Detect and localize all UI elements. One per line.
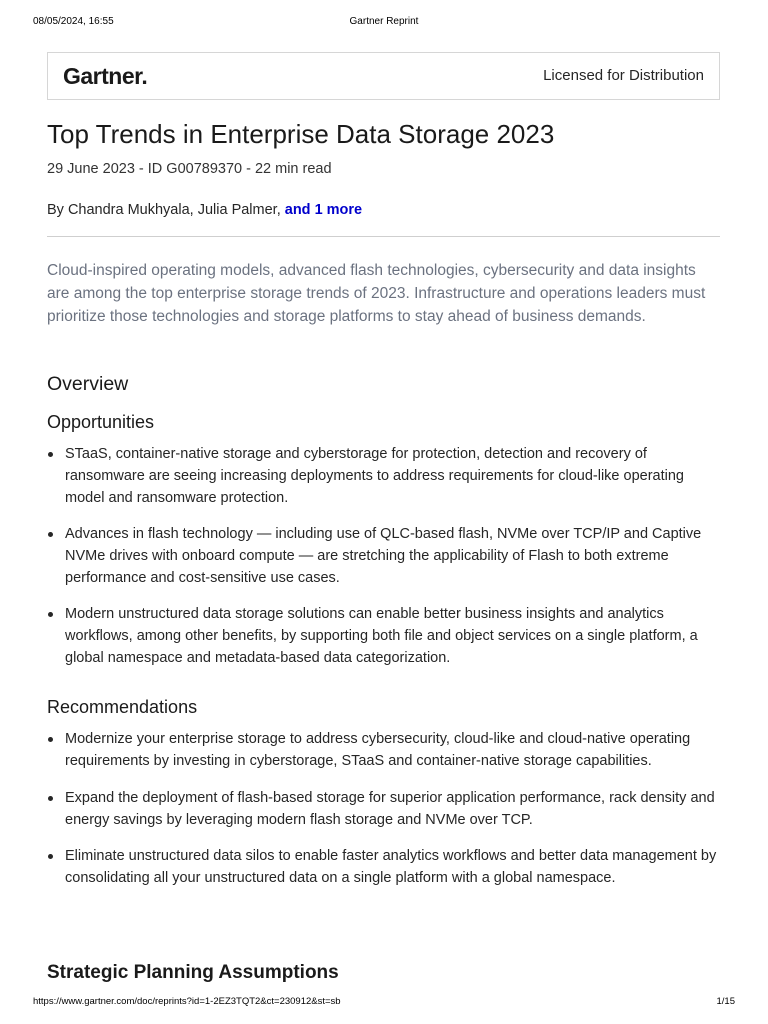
document-meta: 29 June 2023 - ID G00789370 - 22 min read bbox=[47, 161, 332, 177]
list-item: Modern unstructured data storage solutions can enable better business insights and analytics workflows, among other benefits, by supporting both file and object services on a single platform, a global namespace and metadata-based data categorization. bbox=[47, 603, 720, 669]
bullet-icon bbox=[48, 612, 53, 617]
more-authors-link[interactable]: and 1 more bbox=[284, 202, 363, 218]
opportunities-heading: Opportunities bbox=[47, 412, 155, 432]
print-title: Gartner Reprint bbox=[349, 16, 419, 27]
bullet-icon bbox=[48, 452, 53, 457]
list-item: Eliminate unstructured data silos to enable faster analytics workflows and better data management by consolidating all your unstructured data on a single platform with a global namespace. bbox=[47, 845, 720, 889]
document-title: Top Trends in Enterprise Data Storage 2023 bbox=[47, 119, 555, 149]
page-number: 1/15 bbox=[716, 996, 735, 1007]
print-header bbox=[33, 16, 735, 30]
bullet-icon bbox=[48, 532, 53, 537]
print-url: https://www.gartner.com/doc/reprints?id=1-2EZ3TQT2&ct=230912&st=sb bbox=[33, 996, 341, 1007]
print-date: 08/05/2024, 16:55 bbox=[33, 16, 114, 27]
license-label: Licensed for Distribution bbox=[543, 67, 704, 84]
opportunities-list bbox=[47, 443, 720, 669]
strategic-heading: Strategic Planning Assumptions bbox=[47, 962, 339, 983]
authors-line bbox=[47, 202, 362, 218]
recommendations-list bbox=[47, 728, 720, 889]
list-item: Expand the deployment of flash-based storage for superior application performance, rack density and energy savings by leveraging modern flash storage and NVMe over TCP. bbox=[47, 787, 720, 831]
header-banner bbox=[47, 52, 720, 100]
list-item: Modernize your enterprise storage to address cybersecurity, cloud-like and cloud-native operating requirements by investing in cyberstorage, STaaS and container-native storage capabilities. bbox=[47, 728, 720, 772]
recommendations-heading: Recommendations bbox=[47, 697, 198, 717]
authors-names: By Chandra Mukhyala, Julia Palmer, bbox=[47, 202, 281, 218]
list-item: STaaS, container-native storage and cyberstorage for protection, detection and recovery of ransomware are seeing increasing deployments to address requirements for cloud-like operating model and ransomware protection. bbox=[47, 443, 720, 509]
logo-text: Gartner bbox=[63, 63, 142, 89]
bullet-icon bbox=[48, 854, 53, 859]
bullet-icon bbox=[48, 796, 53, 801]
overview-heading: Overview bbox=[47, 373, 129, 395]
divider bbox=[47, 236, 720, 237]
summary-paragraph: Cloud-inspired operating models, advanced flash technologies, cybersecurity and data insights are among the top enterprise storage trends of 2023. Infrastructure and operations leaders must prioritize those technologies and storage platforms to stay ahead of business demands. bbox=[47, 262, 706, 325]
gartner-logo[interactable]: Gartner. bbox=[63, 63, 148, 89]
bullet-icon bbox=[48, 737, 53, 742]
list-item: Advances in flash technology — including use of QLC-based flash, NVMe over TCP/IP and Captive NVMe drives with onboard compute — are stretching the applicability of Flash to both extreme performance and cost-sensitive use cases. bbox=[47, 523, 720, 589]
